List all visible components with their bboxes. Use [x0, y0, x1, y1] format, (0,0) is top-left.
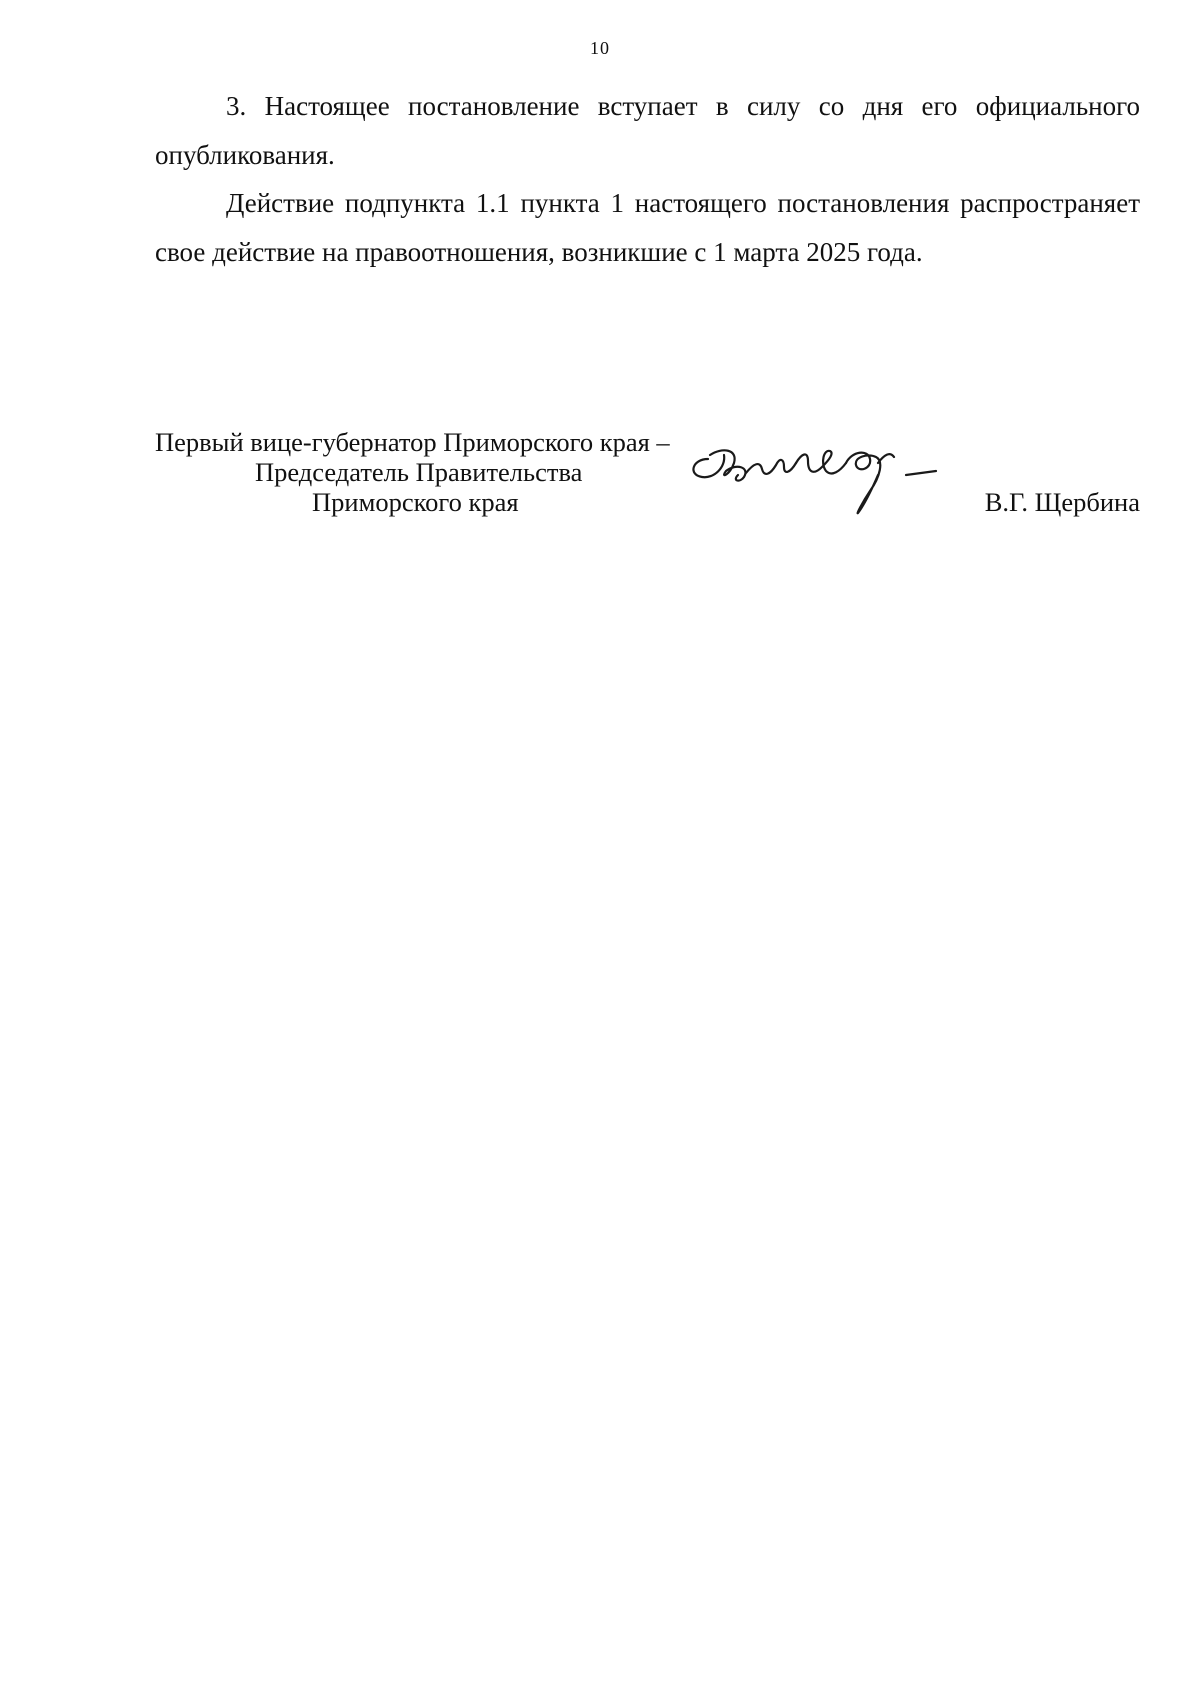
signer-name: В.Г. Щербина [984, 487, 1140, 517]
position-line: Приморского края [312, 487, 519, 517]
signature-block [155, 427, 1140, 537]
document-body [155, 82, 1140, 276]
page-number: 10 [590, 38, 610, 58]
position-line: Председатель Правительства [255, 457, 583, 487]
signatory-position [155, 427, 735, 517]
position-line: Первый вице-губернатор Приморского края – [155, 427, 670, 457]
paragraph-retroactive-effect: Действие подпункта 1.1 пункта 1 настоящего постановления распространяет свое действие на правоотношения, возникшие с 1 марта 2025 года. [155, 188, 1140, 267]
paragraph-entry-into-force: 3. Настоящее постановление вступает в силу со дня его официального опубликования. [155, 91, 1140, 170]
